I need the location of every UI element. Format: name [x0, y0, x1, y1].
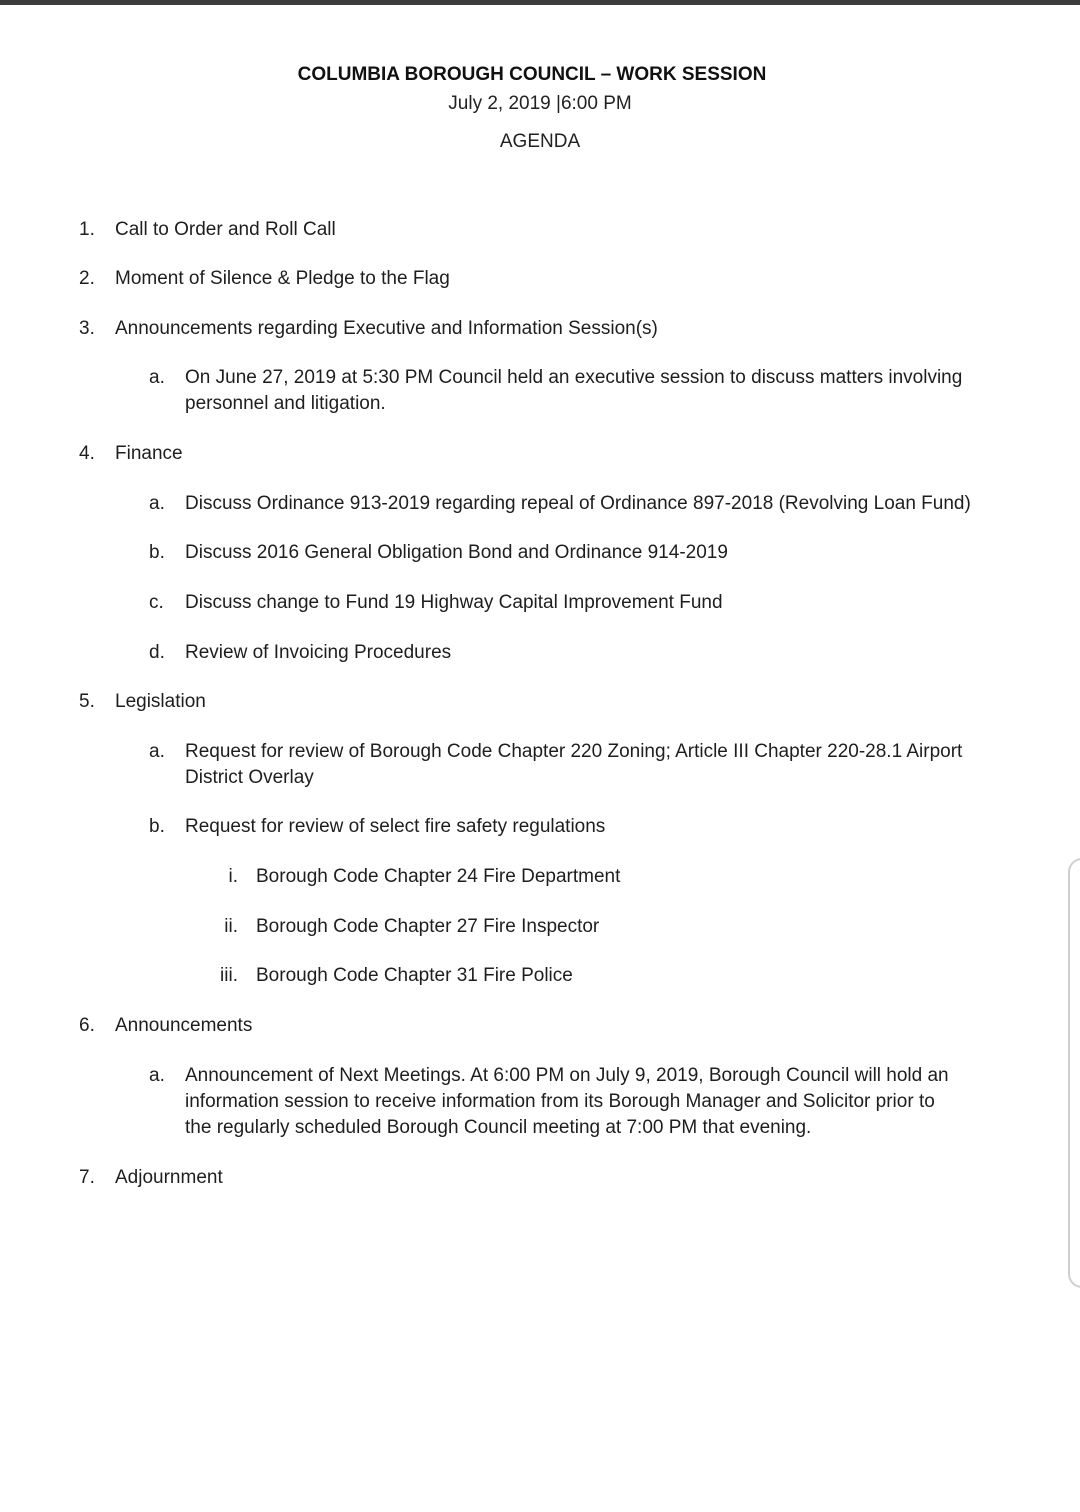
subitem-letter: a. — [149, 367, 165, 388]
item-number: 5. — [79, 691, 95, 712]
item-text: Moment of Silence & Pledge to the Flag — [115, 268, 450, 289]
roman-numeral: iii. — [220, 965, 238, 986]
item-text: Announcements regarding Executive and Information Session(s) — [115, 318, 658, 339]
subsubitem-text: Borough Code Chapter 27 Fire Inspector — [256, 916, 600, 937]
item-text: Legislation — [115, 691, 206, 712]
subitem-text: Review of Invoicing Procedures — [185, 642, 452, 663]
subitem-text: Discuss Ordinance 913-2019 regarding repeal of Ordinance 897-2018 (Revolving Loan Fund) — [185, 493, 971, 514]
top-edge-bar — [0, 0, 1080, 5]
subitem-text: Discuss 2016 General Obligation Bond and Ordinance 914-2019 — [185, 542, 728, 563]
subitem-text-line2: information session to receive information from its Borough Manager and Solicitor prior to — [185, 1091, 935, 1112]
subitem-text-line1: On June 27, 2019 at 5:30 PM Council held an executive session to discuss matters involving — [185, 367, 963, 388]
item-text: Announcements — [115, 1015, 253, 1036]
item-text: Adjournment — [115, 1167, 223, 1188]
subitem-letter: a. — [149, 1065, 165, 1086]
agenda-heading: AGENDA — [499, 131, 581, 152]
item-number: 1. — [79, 219, 95, 240]
subitem-letter: c. — [149, 592, 164, 613]
item-number: 7. — [79, 1167, 95, 1188]
item-number: 6. — [79, 1015, 95, 1036]
subitem-letter: d. — [149, 642, 165, 663]
scroll-handle[interactable] — [1068, 858, 1080, 1288]
roman-numeral: ii. — [224, 916, 238, 937]
item-number: 2. — [79, 268, 95, 289]
roman-numeral: i. — [228, 866, 238, 887]
document-date-time: July 2, 2019 |6:00 PM — [448, 93, 632, 114]
subitem-letter: b. — [149, 816, 165, 837]
subitem-text: Request for review of select fire safety regulations — [185, 816, 606, 837]
subsubitem-text: Borough Code Chapter 24 Fire Department — [256, 866, 621, 887]
subitem-letter: a. — [149, 493, 165, 514]
item-text: Finance — [115, 443, 183, 464]
subitem-text: Discuss change to Fund 19 Highway Capital Improvement Fund — [185, 592, 723, 613]
document-title: COLUMBIA BOROUGH COUNCIL – WORK SESSION — [297, 64, 767, 85]
item-number: 4. — [79, 443, 95, 464]
subsubitem-text: Borough Code Chapter 31 Fire Police — [256, 965, 573, 986]
subitem-letter: a. — [149, 741, 165, 762]
subitem-text-line2: District Overlay — [185, 767, 314, 788]
subitem-letter: b. — [149, 542, 165, 563]
item-number: 3. — [79, 318, 95, 339]
subitem-text-line3: the regularly scheduled Borough Council meeting at 7:00 PM that evening. — [185, 1117, 812, 1138]
subitem-text-line1: Request for review of Borough Code Chapter 220 Zoning; Article III Chapter 220-28.1 Airport — [185, 741, 963, 762]
subitem-text-line1: Announcement of Next Meetings. At 6:00 PM on July 9, 2019, Borough Council will hold an — [185, 1065, 949, 1086]
item-text: Call to Order and Roll Call — [115, 219, 336, 240]
subitem-text-line2: personnel and litigation. — [185, 393, 386, 414]
